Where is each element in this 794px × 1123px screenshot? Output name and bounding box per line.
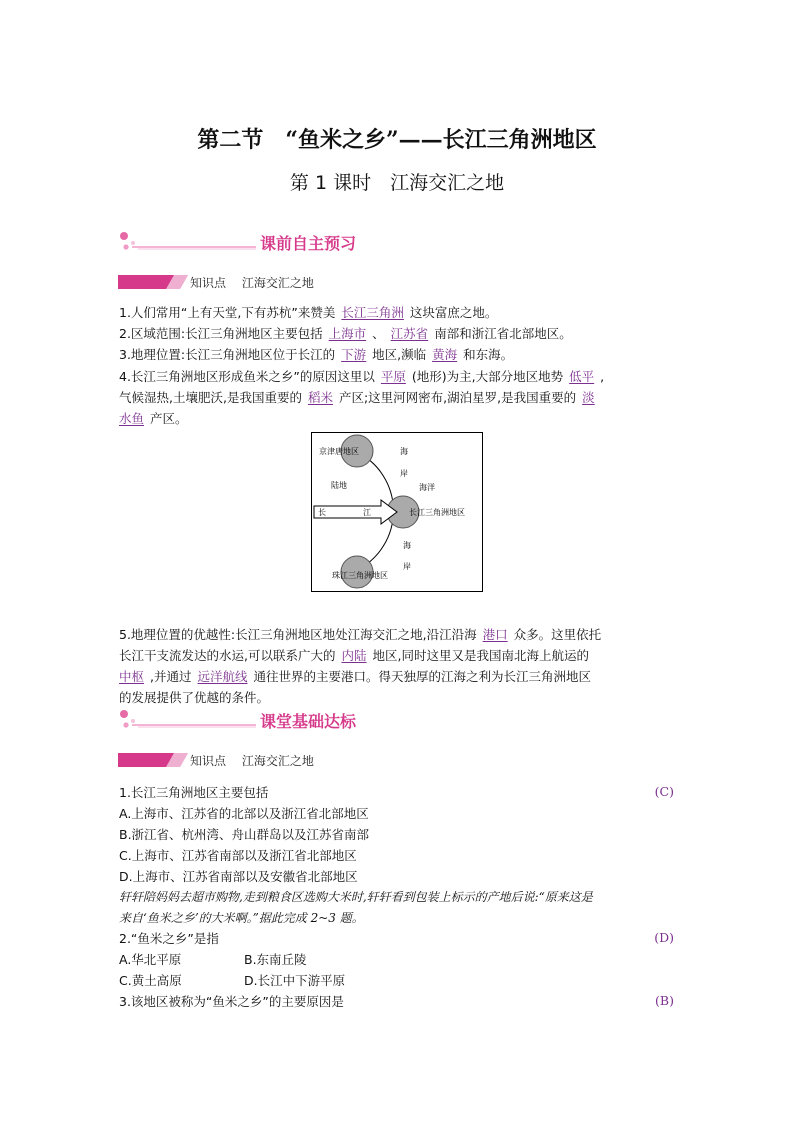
section-header-preview bbox=[118, 230, 418, 256]
pre-q5-line4: 的发展提供了优越的条件。 bbox=[119, 690, 270, 705]
decorative-dots-icon bbox=[118, 708, 258, 734]
class-q1: 1.长江三角洲地区主要包括 bbox=[119, 785, 269, 800]
label-river-1: 长 bbox=[318, 508, 326, 517]
tag-bar-icon bbox=[118, 275, 188, 289]
class-stem-line1: 轩轩陪妈妈去超市购物,走到粮食区选购大米时,轩轩看到包装上标示的产地后说:“原来这是 bbox=[119, 890, 593, 904]
class-q1-option-d: D.上海市、江苏省南部以及安徽省北部地区 bbox=[119, 869, 358, 884]
label-coast-1: 海 bbox=[400, 447, 408, 456]
pre-q5-line3: 中枢 ,并通过 远洋航线 通往世界的主要港口。得天独厚的江海之利为长江三角洲地区 bbox=[119, 669, 592, 684]
decorative-dots-icon bbox=[118, 230, 258, 256]
knowledge-point-label: 知识点 江海交汇之地 bbox=[190, 276, 314, 290]
class-stem-line2: 来自‘鱼米之乡’的大米啊。”据此完成 2~3 题。 bbox=[119, 911, 364, 925]
pre-q2: 2.区域范围:长江三角洲地区主要包括 上海市 、 江苏省 南部和浙江省北部地区。 bbox=[119, 326, 572, 341]
label-land: 陆地 bbox=[331, 481, 347, 490]
pre-q5-line1: 5.地理位置的优越性:长江三角洲地区地处江海交汇之地,沿江沿海 港口 众多。这里依托 bbox=[119, 627, 602, 642]
tag-bar-icon bbox=[118, 753, 188, 767]
knowledge-point-tag bbox=[118, 274, 518, 292]
section-title: 课前自主预习 bbox=[260, 234, 357, 253]
pre-q4-line3: 水鱼 产区。 bbox=[119, 411, 188, 426]
label-ocean: 海洋 bbox=[419, 483, 435, 492]
pre-q1: 1.人们常用“上有天堂,下有苏杭”来赞美 长江三角洲 这块富庶之地。 bbox=[119, 305, 498, 320]
page-title: 第二节 “鱼米之乡”——长江三角洲地区 bbox=[197, 127, 597, 153]
class-q2-options-cd: C.黄土高原 D.长江中下游平原 bbox=[119, 973, 346, 988]
section-title: 课堂基础达标 bbox=[260, 712, 357, 731]
label-coast-3: 海 bbox=[403, 541, 411, 550]
label-south: 珠江三角洲地区 bbox=[332, 571, 388, 580]
label-coast-2: 岸 bbox=[400, 469, 408, 478]
page-subtitle: 第 1 课时 江海交汇之地 bbox=[289, 172, 505, 194]
location-diagram bbox=[311, 432, 483, 592]
class-q1-option-a: A.上海市、江苏省的北部以及浙江省北部地区 bbox=[119, 806, 369, 821]
class-q1-option-b: B.浙江省、杭州湾、舟山群岛以及江苏省南部 bbox=[119, 827, 370, 842]
knowledge-point-label: 知识点 江海交汇之地 bbox=[190, 754, 314, 768]
answer-q3: (B) bbox=[655, 993, 674, 1008]
label-coast-4: 岸 bbox=[403, 562, 411, 571]
knowledge-point-tag bbox=[118, 752, 518, 770]
label-center: 长江三角洲地区 bbox=[409, 508, 465, 517]
answer-q2: (D) bbox=[654, 930, 674, 945]
class-q2-options-ab: A.华北平原 B.东南丘陵 bbox=[119, 952, 307, 967]
section-header-class bbox=[118, 708, 418, 734]
pre-q5-line2: 长江干支流发达的水运,可以联系广大的 内陆 地区,同时这里又是我国南北海上航运的 bbox=[119, 648, 589, 663]
label-river-2: 江 bbox=[363, 508, 371, 517]
pre-q4-line2: 气候湿热,土壤肥沃,是我国重要的 稻米 产区;这里河网密布,湖泊星罗,是我国重要的 淡 bbox=[119, 390, 595, 405]
class-q1-option-c: C.上海市、江苏省南部以及浙江省北部地区 bbox=[119, 848, 357, 863]
class-q3: 3.该地区被称为“鱼米之乡”的主要原因是 bbox=[119, 994, 344, 1009]
label-north: 京津唐地区 bbox=[319, 447, 359, 456]
class-q2: 2.“鱼米之乡”是指 bbox=[119, 931, 219, 946]
answer-q1: (C) bbox=[654, 784, 674, 799]
pre-q3: 3.地理位置:长江三角洲地区位于长江的 下游 地区,濒临 黄海 和东海。 bbox=[119, 347, 514, 362]
pre-q4-line1: 4.长江三角洲地区形成鱼米之乡”的原因这里以 平原 (地形)为主,大部分地区地势 低平 , bbox=[119, 369, 605, 384]
